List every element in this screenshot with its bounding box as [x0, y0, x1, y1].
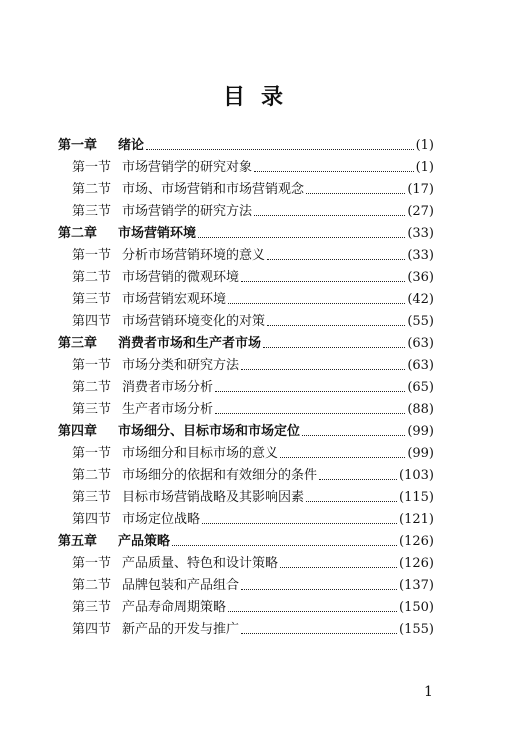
dot-leader: [228, 611, 397, 612]
toc-entry-label: 第三章: [58, 336, 98, 351]
toc-entry-label: 第二节: [72, 578, 112, 593]
toc-entry-label: 第二节: [72, 468, 112, 483]
toc-entry-title: 市场细分的依据和有效细分的条件: [122, 468, 318, 483]
dot-leader: [280, 457, 405, 458]
dot-leader: [202, 523, 397, 524]
toc-entry-title: 市场营销环境变化的对策: [122, 314, 266, 329]
toc-entry-title: 市场、市场营销和市场营销观念: [122, 182, 305, 197]
toc-entry-label: 第二节: [72, 270, 112, 285]
dot-leader: [215, 391, 405, 392]
toc-chapter-entry: [58, 531, 434, 553]
toc-entry-label: 第一节: [72, 556, 112, 571]
dot-leader: [228, 303, 405, 304]
dot-leader: [241, 589, 397, 590]
page-number: 1: [424, 684, 433, 700]
toc-entry-page: (150): [399, 600, 434, 615]
toc-entry-title: 市场细分、目标市场和市场定位: [118, 424, 301, 439]
toc-section-entry: [58, 509, 434, 531]
toc-entry-page: (63): [407, 358, 434, 373]
toc-section-entry: [58, 267, 434, 289]
toc-chapter-entry: [58, 135, 434, 157]
toc-entry-page: (65): [407, 380, 434, 395]
toc-entry-title: 分析市场营销环境的意义: [122, 248, 266, 263]
dot-leader: [306, 193, 405, 194]
toc-entry-page: (115): [399, 490, 434, 505]
toc-entry-title: 市场定位战略: [122, 512, 201, 527]
toc-section-entry: [58, 377, 434, 399]
toc-entry-page: (55): [407, 314, 434, 329]
toc-entry-page: (33): [407, 226, 434, 241]
toc-entry-label: 第四节: [72, 622, 112, 637]
toc-entry-page: (126): [399, 556, 434, 571]
toc-entry-label: 第一节: [72, 446, 112, 461]
toc-entry-label: 第一章: [58, 138, 98, 153]
toc-section-entry: [58, 443, 434, 465]
dot-leader: [146, 149, 414, 150]
toc-section-entry: [58, 465, 434, 487]
toc-entry-title: 产品策略: [118, 534, 171, 549]
dot-leader: [215, 413, 405, 414]
toc-entry-title: 市场营销环境: [118, 226, 197, 241]
toc-section-entry: [58, 179, 434, 201]
toc-entry-page: (27): [407, 204, 434, 219]
toc-chapter-entry: [58, 223, 434, 245]
toc-entry-label: 第一节: [72, 160, 112, 175]
dot-leader: [241, 281, 405, 282]
toc-entry-title: 目标市场营销战略及其影响因素: [122, 490, 305, 505]
toc-entry-title: 市场营销学的研究方法: [122, 204, 253, 219]
toc-entry-page: (36): [407, 270, 434, 285]
toc-section-entry: [58, 245, 434, 267]
dot-leader: [306, 501, 397, 502]
dot-leader: [254, 215, 405, 216]
toc-entry-page: (33): [407, 248, 434, 263]
toc-entry-label: 第二节: [72, 380, 112, 395]
dot-leader: [319, 479, 397, 480]
toc-entry-page: (1): [415, 138, 434, 153]
page-title: 目录: [222, 85, 299, 110]
toc-entry-page: (137): [399, 578, 434, 593]
toc-section-entry: [58, 487, 434, 509]
toc-entry-page: (1): [415, 160, 434, 175]
dot-leader: [263, 347, 405, 348]
toc-entry-page: (103): [399, 468, 434, 483]
toc-entry-title: 市场营销学的研究对象: [122, 160, 253, 175]
toc-entry-title: 市场细分和目标市场的意义: [122, 446, 279, 461]
toc-entry-title: 市场营销的微观环境: [122, 270, 240, 285]
dot-leader: [267, 325, 405, 326]
toc-entry-label: 第三节: [72, 600, 112, 615]
toc-entry-page: (99): [407, 424, 434, 439]
toc-entry-title: 产品寿命周期策略: [122, 600, 227, 615]
toc-entry-label: 第二章: [58, 226, 98, 241]
toc-section-entry: [58, 289, 434, 311]
toc-chapter-entry: [58, 421, 434, 443]
toc-entry-title: 品牌包装和产品组合: [122, 578, 240, 593]
toc-entry-label: 第五章: [58, 534, 98, 549]
toc-entry-label: 第一节: [72, 358, 112, 373]
dot-leader: [254, 171, 414, 172]
toc-entry-title: 生产者市场分析: [122, 402, 214, 417]
toc-entry-title: 绪论: [118, 138, 145, 153]
toc-entry-label: 第三节: [72, 490, 112, 505]
toc-section-entry: [58, 553, 434, 575]
toc-entry-title: 市场营销宏观环境: [122, 292, 227, 307]
toc-entry-page: (99): [407, 446, 434, 461]
dot-leader: [280, 567, 397, 568]
toc-entry-label: 第一节: [72, 248, 112, 263]
toc-section-entry: [58, 157, 434, 179]
dot-leader: [241, 633, 397, 634]
dot-leader: [241, 369, 405, 370]
toc-entry-title: 市场分类和研究方法: [122, 358, 240, 373]
toc-entry-label: 第三节: [72, 292, 112, 307]
dot-leader: [267, 259, 405, 260]
toc-entry-page: (42): [407, 292, 434, 307]
toc-entry-label: 第四节: [72, 314, 112, 329]
toc-entry-label: 第四章: [58, 424, 98, 439]
toc-chapter-entry: [58, 333, 434, 355]
dot-leader: [198, 237, 405, 238]
toc-section-entry: [58, 311, 434, 333]
toc-section-entry: [58, 619, 434, 641]
toc-entry-page: (126): [399, 534, 434, 549]
toc-entry-page: (121): [399, 512, 434, 527]
toc-section-entry: [58, 355, 434, 377]
toc-entry-page: (155): [399, 622, 434, 637]
toc-section-entry: [58, 575, 434, 597]
dot-leader: [302, 435, 405, 436]
toc-section-entry: [58, 201, 434, 223]
toc-entry-title: 消费者市场和生产者市场: [118, 336, 262, 351]
toc-entry-title: 新产品的开发与推广: [122, 622, 240, 637]
toc-entry-label: 第四节: [72, 512, 112, 527]
toc-entry-page: (63): [407, 336, 434, 351]
dot-leader: [172, 545, 397, 546]
toc-entry-label: 第二节: [72, 182, 112, 197]
toc-entry-label: 第三节: [72, 204, 112, 219]
toc-section-entry: [58, 597, 434, 619]
toc-section-entry: [58, 399, 434, 421]
toc-entry-title: 产品质量、特色和设计策略: [122, 556, 279, 571]
toc-entry-label: 第三节: [72, 402, 112, 417]
toc-entry-page: (88): [407, 402, 434, 417]
toc-entry-title: 消费者市场分析: [122, 380, 214, 395]
toc-entry-page: (17): [407, 182, 434, 197]
table-of-contents: [58, 135, 434, 641]
